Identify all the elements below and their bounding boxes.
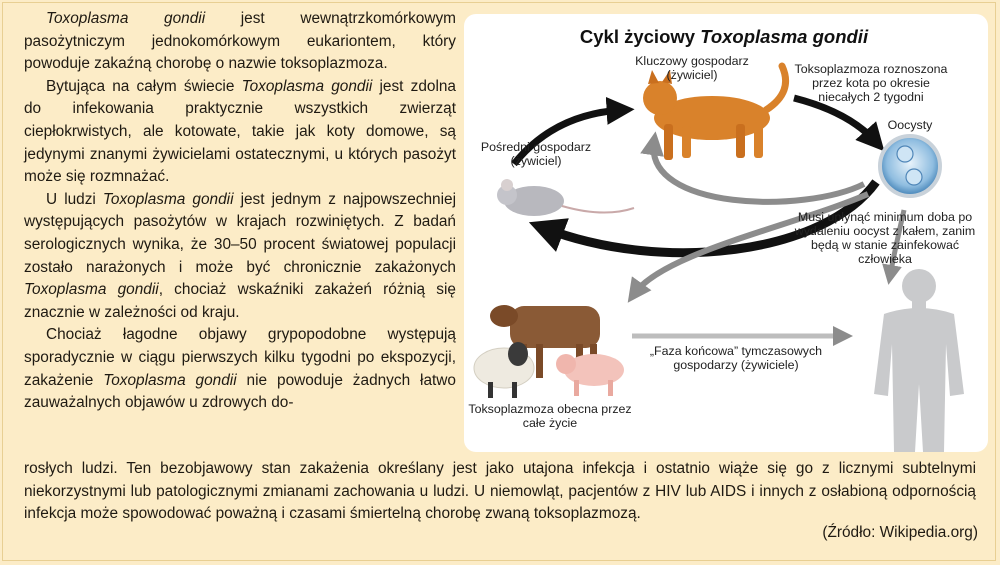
label-intermediate-host: Pośredni gospodarz (żywiciel) [480, 140, 592, 168]
oocyst-icon [880, 136, 940, 196]
diagram-title [464, 26, 984, 48]
paragraph-1-text: jest wewnątrzkomórkowym pasożytniczym jednokomórkowym eukariontem, który powoduje zakaźną chorobę o nazwie toksoplazmoza. [24, 10, 456, 73]
paragraph-3-text-c: , chociaż wskaźniki zakażeń różnią się znacznie w zależności od kraju. [24, 281, 456, 321]
diagram-title-species: Toxoplasma gondii [700, 26, 869, 47]
paragraph-3 [24, 189, 456, 325]
paragraph-2 [24, 76, 456, 189]
article-column [24, 8, 456, 415]
source-citation: (Źródło: Wikipedia.org) [822, 524, 978, 541]
sheep-icon [474, 342, 534, 398]
paragraph-2-text-b: jest zdolna do infekowania praktycznie wszystkich zwierząt ciepłokrwistych, ale kotowate, takie jak koty domowe, są jedynymi znanymi żywicielami ostatecznymi, u których pasożyt może się rozmnażać. [24, 77, 456, 186]
species-name: Toxoplasma gondii [24, 281, 159, 299]
life-cycle-diagram [464, 14, 988, 452]
human-icon [874, 269, 964, 452]
species-name: Toxoplasma gondii [103, 371, 237, 389]
label-lifelong-infection: Toksoplazmoza obecna przez całe życie [468, 402, 632, 430]
label-oocyst-maturation: Musi upłynąć minimum doba po wydaleniu oocyst z kałem, zanim będą w stanie zainfekować człowieka [794, 210, 976, 266]
diagram-title-text: Cykl życiowy [579, 26, 701, 47]
label-shedding: Toksoplazmoza roznoszona przez kota po okresie niecałych 2 tygodni [794, 62, 948, 104]
species-name: Toxoplasma gondii [46, 10, 206, 27]
mouse-icon [497, 179, 634, 216]
pig-icon [556, 354, 624, 396]
paragraph-3-text-a: U ludzi [46, 190, 103, 208]
species-name: Toxoplasma gondii [241, 77, 373, 95]
species-name: Toxoplasma gondii [102, 190, 234, 208]
paragraph-1 [24, 8, 456, 76]
paragraph-4-continuation: rosłych ludzi. Ten bezobjawowy stan zakażenia określany jest jako utajona infekcja i ostatnio wiąże się go z licznymi subtelnymi niekorzystnymi lub patologicznymi zmianami zachowania u ludzi. U niemowląt, pacjentów z HIV lub AIDS i innych z osłabioną odpornością infekcja może spowodować poważną i czasami śmiertelną chorobę zwaną toksoplazmozą. [24, 460, 976, 523]
label-key-host: Kluczowy gospodarz (żywiciel) [635, 54, 749, 82]
arrow-cat-to-oocysts [794, 98, 876, 142]
paragraph-3-text-b: jest jednym z najpowszechniej występujących pasożytów w krajach rozwiniętych. Z badań serologicznych wynika, że 30–50 procent światowej populacji zostało narażonych i może być chronicznie zakażonych [24, 190, 456, 276]
paragraph-4-text-b: nie powoduje żadnych łatwo zauważalnych objawów u zdrowych do- [24, 371, 456, 412]
label-dead-end-hosts: „Faza końcowa” tymczasowych gospodarzy (żywiciele) [649, 344, 823, 372]
paragraph-4-text-a: Chociaż łagodne objawy grypopodobne występują sporadycznie w ciągu pierwszych kilku tygodni po ekspozycji, zakażenie [24, 326, 456, 389]
label-oocysts: Oocysty [887, 118, 933, 132]
paragraph-2-text-a: Bytująca na całym świecie [46, 77, 242, 95]
paragraph-4 [24, 324, 456, 414]
